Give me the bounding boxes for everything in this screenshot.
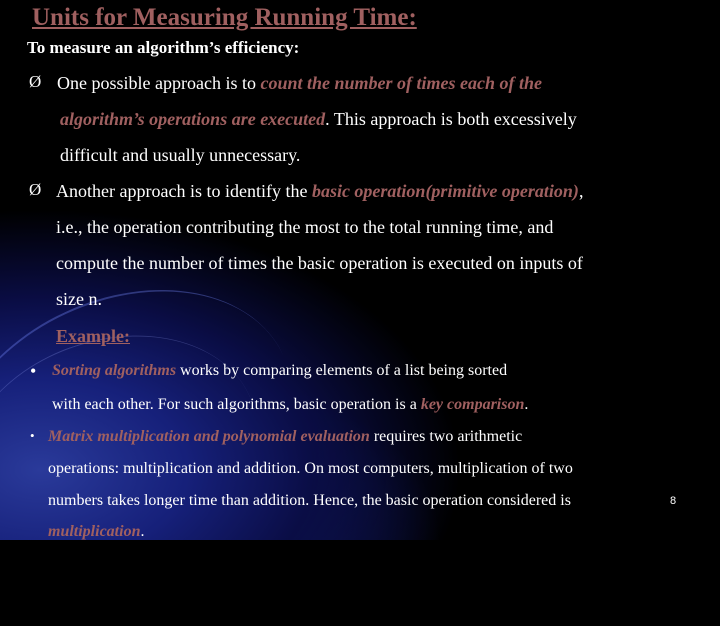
point2-line2: i.e., the operation contributing the most to the total running time, and <box>56 217 554 237</box>
point1-line2: algorithm’s operations are executed. This approach is both excessively <box>60 109 577 129</box>
example1-line2: with each other. For such algorithms, basic operation is a key comparison. <box>52 396 529 413</box>
point1-line1: One possible approach is to count the number of times each of the <box>57 73 542 93</box>
example-label: Example: <box>56 326 130 346</box>
point1-line3: difficult and usually unnecessary. <box>60 145 301 165</box>
example1-line1: Sorting algorithms works by comparing elements of a list being sorted <box>52 362 508 379</box>
example2-line3: numbers takes longer time than addition. Hence, the basic operation considered is <box>48 492 571 509</box>
slide-subheading: To measure an algorithm’s efficiency: <box>27 38 300 57</box>
example2-line2: operations: multiplication and addition. On most computers, multiplication of two <box>48 460 573 477</box>
point2-line1: Another approach is to identify the basic operation(primitive operation), <box>56 181 584 201</box>
point2-line3: compute the number of times the basic operation is executed on inputs of <box>56 253 583 273</box>
point2-line4: size n. <box>56 289 102 309</box>
example2-line1: Matrix multiplication and polynomial evaluation requires two arithmetic <box>48 428 523 445</box>
arrow-bullet-icon: Ø <box>29 72 42 91</box>
slide-title: Units for Measuring Running Time: <box>32 4 417 31</box>
arrow-bullet-icon: Ø <box>29 180 42 199</box>
page-number: 8 <box>670 495 677 507</box>
bullet-icon: • <box>30 428 35 443</box>
example2-line4: multiplication. <box>48 523 145 540</box>
bullet-icon: • <box>30 361 37 381</box>
